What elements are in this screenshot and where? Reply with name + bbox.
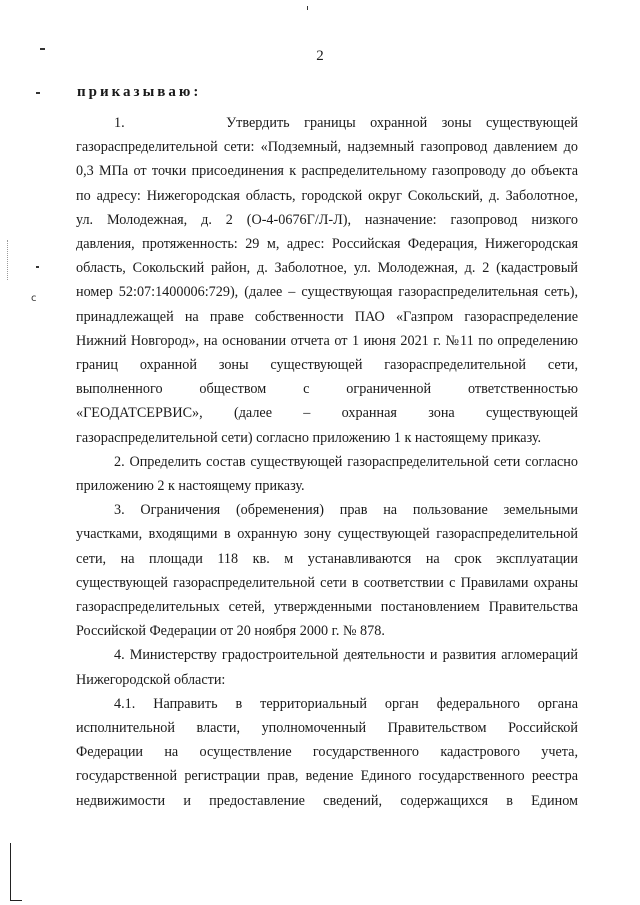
text-line: государственной регистрации прав, ведение Единого государственного реестра (76, 768, 578, 785)
text-line: Нижегородской области: (76, 671, 226, 688)
paragraph-3 (76, 498, 578, 643)
text-line: газораспределительной сети: «Подземный, надземный газопровод давлением до (76, 139, 578, 156)
scan-mark (36, 266, 39, 268)
scan-glyph: c (31, 293, 37, 304)
text-line: область, Сокольский район, д. Заболотное, ул. Молодежная, д. 2 (кадастровый (76, 260, 578, 277)
text-line: по адресу: Нижегородская область, городской округ Сокольский, д. Заболотное, (76, 187, 578, 204)
text-line: Российской Федерации от 20 ноября 2000 г. № 878. (76, 623, 385, 640)
page-number: 2 (316, 48, 324, 64)
text-line: 4.1. Направить в территориальный орган федерального органа (114, 695, 578, 712)
scan-mark (40, 48, 45, 50)
text-line: участками, входящими в охранную зону существующей газораспределительной (76, 526, 578, 543)
text-line: номер 52:07:1400006:729), (далее – существующая газораспределительная сеть), (76, 284, 578, 301)
text-line: давления, протяженность: 29 м, адрес: Российская Федерация, Нижегородская (76, 236, 578, 253)
paragraph-4 (76, 643, 578, 691)
text-line: 2. Определить состав существующей газораспределительной сети согласно (114, 453, 578, 470)
text-line: сети, на площади 118 кв. м устанавливаются на срок эксплуатации (76, 550, 578, 567)
text-line: приложению 2 к настоящему приказу. (76, 478, 305, 495)
text-line: 4. Министерству градостроительной деятельности и развития агломераций (114, 647, 578, 664)
text-line: газораспределительной сети) согласно приложению 1 к настоящему приказу. (76, 429, 542, 446)
text-line: принадлежащей на праве собственности ПАО «Газпром газораспределение (76, 308, 578, 325)
text-line: 0,3 МПа от точки присоединения к распределительному газопроводу до объекта (76, 163, 578, 180)
scan-mark (36, 92, 40, 94)
paragraph-1 (76, 111, 578, 450)
text-line: Федерации на осуществление государственного кадастрового учета, (76, 744, 578, 761)
order-heading: приказываю: (77, 84, 202, 100)
text-line: «ГЕОДАТСЕРВИС», (далее – охранная зона существующей (76, 405, 578, 422)
text-line: 1. Утвердить границы охранной зоны существующей (114, 115, 578, 131)
text-line: недвижимости и предоставление сведений, содержащихся в Едином (76, 792, 578, 809)
paragraph-2 (76, 450, 578, 498)
text-line: ул. Молодежная, д. 2 (О-4-0676Г/Л-Л), назначение: газопровод низкого (76, 211, 578, 228)
text-line: исполнительной власти, уполномоченный Правительством Российской (76, 720, 578, 737)
paragraph-4-1 (76, 692, 578, 813)
text-line: газораспределительных сетей, утвержденными постановлением Правительства (76, 599, 578, 616)
text-line: границ охранной зоны существующей газораспределительной сети, (76, 357, 578, 374)
scan-mark (307, 6, 308, 10)
scan-dots (7, 240, 9, 280)
corner-bracket (10, 843, 11, 901)
text-line: выполненного обществом с ограниченной ответственностью (76, 381, 578, 398)
text-line: 3. Ограничения (обременения) прав на пользование земельными (114, 502, 578, 519)
text-line: существующей газораспределительной сети в соответствии с Правилами охраны (76, 574, 578, 591)
corner-bracket (10, 900, 22, 901)
document-body (76, 111, 578, 813)
text-line: Нижний Новгород», на основании отчета от 1 июня 2021 г. №11 по определению (76, 332, 578, 349)
